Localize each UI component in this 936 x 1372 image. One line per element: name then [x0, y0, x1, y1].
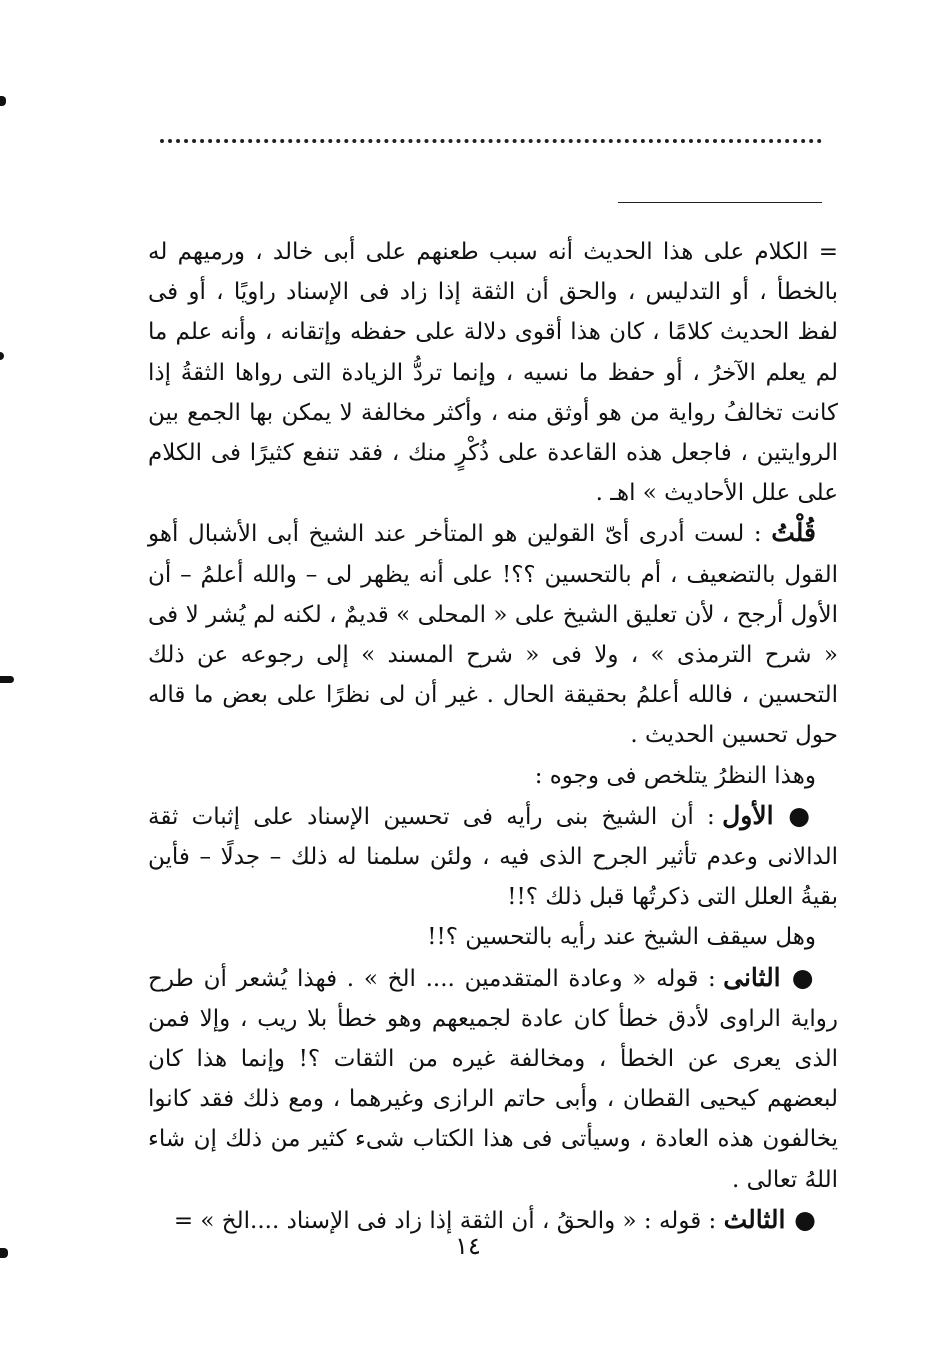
- footnote-paragraph: [148, 232, 838, 513]
- page-body: [148, 232, 838, 1241]
- text-line: من هو أوثق منه ، وأكثر مخالفة لا يمكن بها الجمع بين الروايتين ، فاجعل هذه: [148, 399, 838, 467]
- text-line: يعرى عن الخطأ ، ومخالفة غيره من الثقات ؟! وإنما هذا كان لبعضهم كيحيى: [148, 1046, 838, 1113]
- text-line: العادة ، وسيأتى فى هذا الكتاب شىء كثير من ذلك إن شاء اللهُ تعالى .: [148, 1126, 838, 1193]
- paragraph-intro: وهذا النظرُ يتلخص فى وجوه :: [534, 762, 816, 789]
- text-line: أو حفظ ما نسيه ، وإنما تردُّ الزيادة التى رواها الثقةُ إذا كانت تخالفُ رواية: [148, 359, 839, 426]
- text-line: الراوى لأدق خطأ كان عادة لجميعهم وهو خطأ بلا ريب ، وإلا فمن الذى: [148, 1005, 838, 1073]
- paragraph-question: وهل سيقف الشيخ عند رأيه بالتحسين ؟!!: [427, 924, 816, 951]
- paragraph-lead: ● الثالث: [723, 1204, 816, 1234]
- text-line: التى ذكرتُها قبل ذلك ؟!!: [507, 884, 737, 911]
- scan-edge-mark: [0, 96, 6, 106]
- footnote-rule: [618, 202, 822, 203]
- paragraph-qult: [148, 513, 838, 755]
- dotted-separator: [160, 139, 822, 143]
- paragraph-second: [148, 958, 838, 1200]
- text-line: : لست أدرى أىّ القولين هو المتأخر عند الشيخ أبى الأشبال أهو: [148, 521, 772, 548]
- text-line: أعلمُ بحقيقة الحال . غير أن لى نظرًا على بعض ما قاله حول تحسين الحديث .: [148, 682, 838, 749]
- page-number: ١٤: [455, 1232, 481, 1260]
- text-line: القطان ، وأبى حاتم الرازى وغيرهما ، ومع ذلك فقد كانوا يخالفون هذه: [148, 1086, 838, 1153]
- text-line: القاعدة على ذُكْرٍ منك ، فقد تنفع كثيرًا فى الكلام على علل الأحاديث » اهـ .: [148, 440, 838, 507]
- scan-edge-mark: [0, 352, 4, 360]
- text-line: القول بالتضعيف ، أم بالتحسين ؟؟! على أنه يظهر لى – والله أعلمُ – أن الأول: [148, 561, 838, 628]
- scan-edge-mark: [0, 1248, 8, 1258]
- text-line: وعدم تأثير الجرح الذى فيه ، ولئن سلمنا له ذلك – جدلًا – فأين بقيةُ العلل: [148, 844, 838, 911]
- paragraph-lead: ● الأول: [722, 800, 816, 830]
- text-line: : قوله : « والحقُ ، أن الثقة إذا زاد فى الإسناد ....الخ » =: [173, 1207, 724, 1234]
- paragraph-first: [148, 796, 838, 918]
- text-line: : قوله « وعادة المتقدمين .... الخ » . فهذا يُشعر أن طرح رواية: [148, 965, 838, 1032]
- paragraph-lead: قُلْتُ: [771, 518, 816, 548]
- paragraph-lead: ● الثانى: [723, 962, 816, 992]
- scan-edge-mark: [0, 676, 14, 683]
- text-line: أرجح ، لأن تعليق الشيخ على « المحلى » قديمٌ ، لكنه لم يُشر لا فى « شرح: [148, 601, 838, 669]
- text-line: الترمذى » ، ولا فى « شرح المسند » إلى رجوعه عن ذلك التحسين ، فالله: [148, 642, 838, 709]
- text-line: : أن الشيخ بنى رأيه فى تحسين الإسناد على إثبات ثقة الدالانى: [148, 803, 838, 871]
- text-line: أو التدليس ، والحق أن الثقة إذا زاد فى الإسناد راويًا ، أو فى لفظ الحديث: [148, 279, 839, 346]
- text-line: كلامًا ، كان هذا أقوى دلالة على حفظه وإتقانه ، وأنه علم ما لم يعلم الآخرُ ،: [148, 319, 839, 386]
- text-line: = الكلام على هذا الحديث أنه سبب طعنهم على أبى خالد ، ورميهم له بالخطأ ،: [148, 239, 838, 306]
